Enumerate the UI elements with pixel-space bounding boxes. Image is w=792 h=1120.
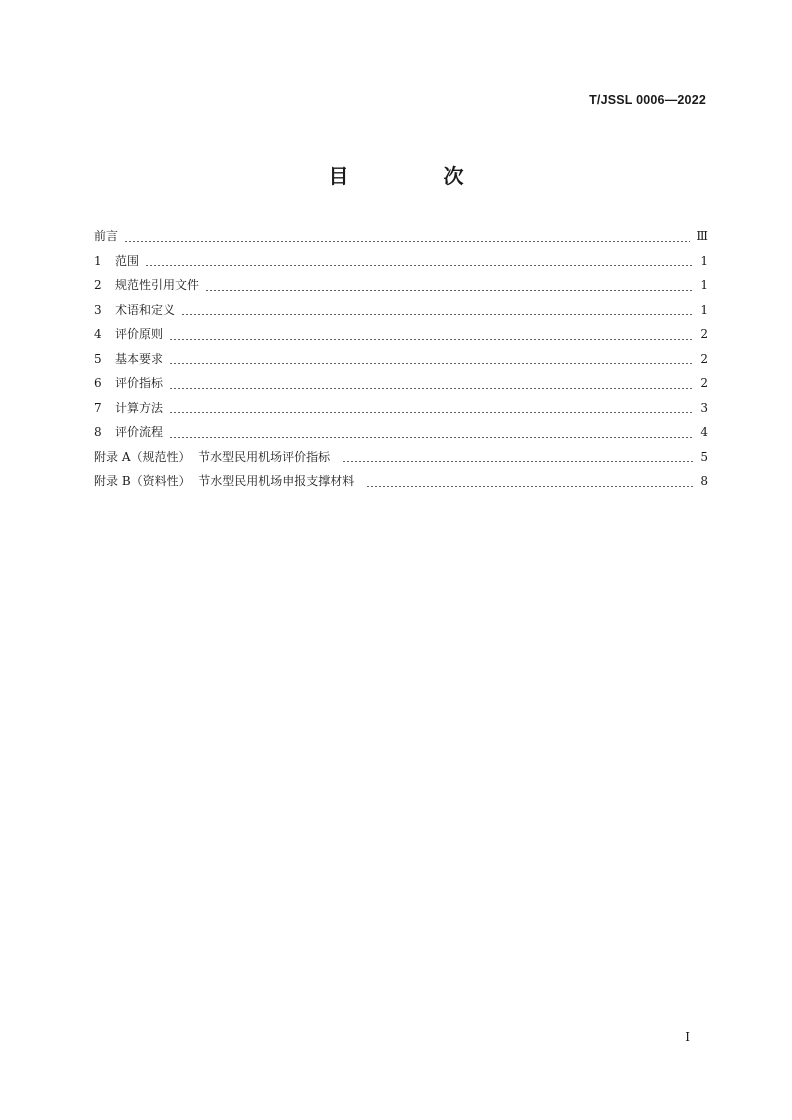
- toc-entry-number: 2: [94, 278, 102, 292]
- toc-entry-page: 2: [700, 327, 708, 341]
- toc-entry-page: 1: [700, 302, 708, 317]
- toc-entry-number: 5: [94, 351, 102, 366]
- toc-entry-number: 1: [94, 253, 102, 268]
- standard-code: T/JSSL 0006—2022: [589, 93, 706, 107]
- toc-entry-label: 附录 A（规范性） 节水型民用机场评价指标: [94, 449, 331, 464]
- toc-entry-page: 5: [700, 449, 708, 464]
- toc-entry-number: 4: [94, 327, 102, 341]
- toc-entry-label: 前言: [94, 229, 119, 243]
- toc-entry-label: 术语和定义: [115, 302, 176, 317]
- toc-entry-label: 计算方法: [115, 400, 164, 415]
- toc-entry-page: 3: [700, 400, 708, 415]
- toc-entry-page: 4: [700, 425, 708, 439]
- toc-entry-label: 评价流程: [115, 425, 164, 439]
- toc-title: 目 次: [328, 164, 508, 188]
- toc-entry-page: 8: [700, 474, 708, 488]
- toc-entry-page: 2: [700, 351, 708, 366]
- toc-entry-page: Ⅲ: [696, 229, 708, 243]
- toc-entry-annex-b[interactable]: [94, 471, 708, 496]
- dot-leader: [169, 339, 694, 340]
- dot-leader: [169, 437, 694, 438]
- toc-entry-number: 6: [94, 376, 102, 390]
- dot-leader: [181, 314, 694, 315]
- toc-entry-label: 评价原则: [115, 327, 164, 341]
- toc-entry-evaluation-indicators[interactable]: [94, 373, 708, 398]
- toc-entry-page: 1: [700, 278, 708, 292]
- dot-leader: [205, 290, 694, 291]
- toc-entry-page: 1: [700, 253, 708, 268]
- toc-entry-page: 2: [700, 376, 708, 390]
- toc-entry-label: 附录 B（资料性） 节水型民用机场申报支撑材料: [94, 474, 355, 488]
- toc-entry-basic-requirements[interactable]: [94, 349, 708, 374]
- toc-entry-evaluation-principles[interactable]: [94, 324, 708, 349]
- toc-entry-normative-references[interactable]: [94, 275, 708, 300]
- table-of-contents: [94, 226, 708, 496]
- toc-entry-terms-definitions[interactable]: [94, 300, 708, 325]
- toc-entry-label: 基本要求: [115, 351, 164, 366]
- dot-leader: [145, 265, 694, 266]
- toc-entry-number: 7: [94, 400, 102, 415]
- dot-leader: [342, 461, 694, 462]
- dot-leader: [124, 241, 690, 242]
- toc-entry-calculation-method[interactable]: [94, 398, 708, 423]
- toc-entry-number: 3: [94, 302, 102, 317]
- dot-leader: [169, 388, 694, 389]
- dot-leader: [366, 486, 694, 487]
- toc-entry-label: 规范性引用文件: [115, 278, 200, 292]
- toc-entry-foreword[interactable]: [94, 226, 708, 251]
- dot-leader: [169, 363, 694, 364]
- toc-entry-annex-a[interactable]: [94, 447, 708, 472]
- dot-leader: [169, 412, 694, 413]
- page-number: I: [685, 1030, 690, 1044]
- toc-entry-scope[interactable]: [94, 251, 708, 276]
- toc-entry-evaluation-process[interactable]: [94, 422, 708, 447]
- toc-entry-label: 评价指标: [115, 376, 164, 390]
- toc-entry-number: 8: [94, 425, 102, 439]
- toc-entry-label: 范围: [115, 253, 140, 268]
